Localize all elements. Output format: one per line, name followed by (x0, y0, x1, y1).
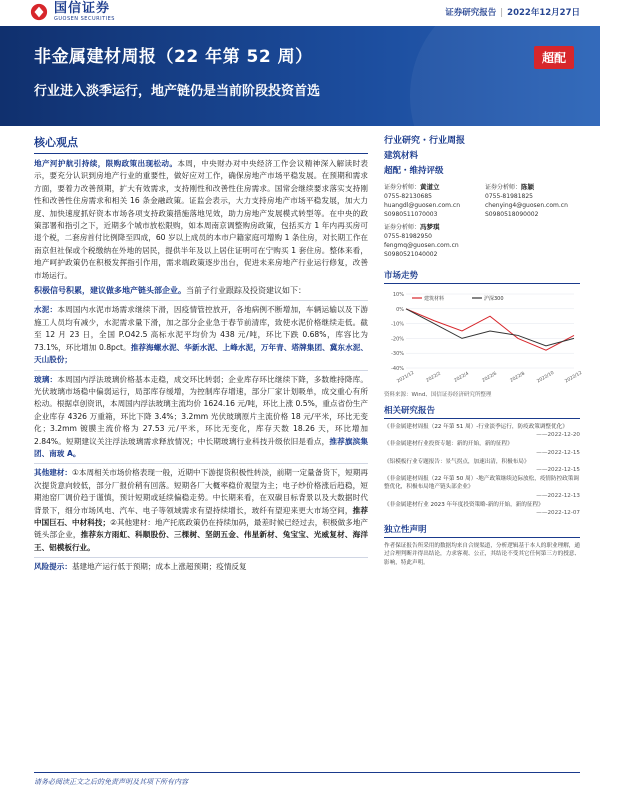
related-item[interactable]: 《非金属建材周报（22 年第 50 周）-地产政策继续边际放松，疫情防控政策调整优化，积极布局地产链头部企业》 (384, 476, 579, 491)
paragraph-glass (34, 374, 368, 461)
x-tick-label: 2022/8 (509, 371, 526, 384)
logo-cn: 国信证券 (54, 1, 111, 16)
glass-rec: 推荐旗滨集团、南玻 A。 (34, 436, 369, 458)
related-date: ——2022-12-15 (536, 467, 580, 474)
related-item[interactable]: 《非金属建材行业投资专题：新的开始，新的征程》 (384, 441, 513, 448)
analyst-role: 证券分析师： (384, 224, 421, 231)
analyst-email[interactable]: chenying4@guosen.com.cn (485, 202, 568, 209)
paragraph-risk (34, 561, 368, 573)
paragraph-signal (34, 285, 368, 297)
guosen-logo-icon (30, 3, 48, 21)
x-tick-label: 2022/10 (536, 370, 556, 385)
rating-badge: 超配 (534, 46, 574, 69)
x-tick-label: 2021/12 (396, 370, 416, 385)
market-chart (384, 288, 584, 388)
analyst-role: 证券分析师： (485, 184, 522, 191)
report-type: 证券研究报告 (445, 8, 497, 18)
series-line-1 (406, 309, 574, 346)
chart-title: 市场走势 (384, 269, 580, 284)
disclaimer-text: 作者保证报告所采用的数据均来自合规渠道，分析逻辑基于本人的职业理解，通过合理判断并得出结论，力求客观、公正，其结论不受其它任何第三方的授意、影响，特此声明。 (384, 543, 580, 566)
other-rec-1: 推荐中国巨石、中材科技； (34, 505, 369, 527)
related-item[interactable]: 《非金属建材周报（22 年第 51 周）-行业淡季运行，防疫政策调整优化》 (384, 424, 568, 430)
related-list (384, 423, 580, 517)
signal-body: 当前子行业跟踪及投资建议如下： (186, 286, 306, 296)
chart-source: 资料来源：Wind、国信证券经济研究所整理 (384, 392, 492, 398)
related-date: ——2022-12-15 (536, 449, 580, 456)
analyst-list (384, 183, 580, 263)
report-date: 2022年12月27日 (507, 8, 580, 18)
sidebar (384, 134, 584, 567)
related-date: ——2022-12-20 (536, 432, 580, 439)
other-rec-2: 推荐东方雨虹、科顺股份、三棵树、坚朗五金、伟星新材、兔宝宝、光威复材、海洋王、铝模板行业。 (34, 530, 369, 552)
industry-type: 行业研究・行业周报 (384, 136, 466, 146)
report-meta: 证券研究报告 | 2022年12月27日 (445, 8, 580, 18)
analyst-name: 黄道立 (420, 183, 440, 191)
logo (30, 2, 115, 22)
y-tick-label: -20% (391, 336, 404, 343)
divider (34, 370, 368, 371)
analyst-card (384, 223, 479, 259)
analyst-name: 冯梦琪 (420, 223, 440, 231)
x-tick-label: 2022/2 (425, 371, 442, 384)
policy-body: 本周，中央财办对中央经济工作会议精神深入解读时表示，要充分认识到房地产行业的重要性，做好应对工作，确保房地产市场平稳发展。在预期和需求方面，要着力改善预期，扩大有效需求，支持刚性和改善性住房需求。国常会继续要求落实支持刚性和改善性住房需求和相关 16 条金融政策。证监会表示，大力支持房地产市场平稳发展，加大力度、加快速度抓好资本市场各项支持政策措施落地见效，助力房地产发展模式转型等。在中央的政策部署和指引之下，近期多个城市放松限购，如本周南京调整购房政策，包括买方 1 年内再买房可退个税，二套房首付比例降至四成，60 岁以上成员的本市户籍家庭可增购 1 条住房，对长期工作在南京但社保或个税缴纳在外地的居民，提供半年及以上居住证明可在宁购买 1 套住房。整体来看，地产呵护政策仍在积极发挥指引作用，需求端政策逐步出台，促进未来房地产行业运行修复，改善市场运行。 (34, 159, 369, 280)
cement-label: 水泥： (34, 305, 58, 315)
y-tick-label: -10% (391, 321, 404, 328)
divider (34, 300, 368, 301)
glass-label: 玻璃： (34, 374, 58, 384)
analyst-cert: S0980518090002 (485, 211, 539, 218)
paragraph-policy (34, 158, 368, 282)
cement-body: 本周国内水泥市场需求继续下滑，因疫情管控放开，各地病例不断增加，车辆运输以及下游施工人员均有减少，水泥需求量下滑，加之部分企业急于春节前清库，致使水泥价格继续走低。截至 12 月 23 日，全国 P.O42.5 高标水泥平均价为 438 元/吨，环比下跌 0.68%，库容比为 73.1%，环比增加 0.8pct。 (34, 305, 369, 352)
other-body-2: ②其他建材：地产托底政策仍在持续加码，最差时候已经过去，积极做多地产链头部企业， (34, 517, 368, 540)
risk-label: 风险提示： (34, 562, 72, 572)
series-line-0 (406, 309, 574, 350)
analyst-email[interactable]: fengmq@guosen.com.cn (384, 242, 459, 249)
paragraph-other (34, 467, 368, 554)
x-tick-label: 2022/4 (453, 371, 470, 384)
analyst-phone: 0755-81981825 (485, 193, 533, 200)
analyst-cert: S0980521040002 (384, 251, 438, 258)
disclaimer-title: 独立性声明 (384, 523, 580, 538)
sector-rating: 超配・维持评级 (384, 166, 444, 176)
signal-lead: 积极信号积累，建议做多地产链头部企业。 (34, 286, 186, 296)
cement-rec: 推荐海螺水泥、华新水泥、上峰水泥，万年青、塔牌集团、冀东水泥、天山股份； (34, 342, 368, 365)
policy-lead: 地产河护航引持续，限购政策出现松动。 (34, 159, 178, 168)
related-item[interactable]: 《非金属建材行业 2023 年年度投资策略-新的开始，新的征程》 (384, 501, 544, 508)
y-tick-label: -40% (391, 366, 404, 372)
y-tick-label: 10% (392, 292, 404, 298)
analyst-email[interactable]: huangdl@guosen.com.cn (384, 202, 461, 209)
analyst-role: 证券分析师： (384, 184, 421, 191)
report-title: 非金属建材周报（22 年第 52 周） (34, 47, 313, 67)
main-content (34, 134, 368, 577)
market-chart-svg (384, 288, 584, 388)
related-date: ——2022-12-07 (536, 510, 580, 517)
risk-body: 基建地产运行低于预期；成本上涨超预期；疫情反复 (71, 562, 247, 572)
analyst-name: 陈颖 (521, 183, 535, 191)
legend-label: 沪深300 (484, 296, 504, 302)
core-title: 核心观点 (34, 134, 368, 154)
analyst-card (384, 183, 479, 219)
other-body: ①本周相关市场价格表现一般，近期中下游提货积极性转淡，前期一定量备货下，短期再次提货意向较低，部分厂报价稍有回落。短期各厂大概率稳价观望为主；电子纱价格涨后趋稳，短期池窑厂调价趋于谨慎，预计短期或延续偏稳走势。中长期来看，在双碳目标背景以及大数据时代背景下，细分市场风电、汽车、电子等领域需求有望持续增长，玻纤有望迎来更大市场空间， (34, 468, 368, 515)
divider (34, 557, 368, 558)
x-tick-label: 2022/12 (564, 370, 584, 385)
glass-body: 本周国内浮法玻璃价格基本走稳，成交环比转弱；企业库存环比继续下降，多数维持降库。光伏玻璃市场稳中偏弱运行，局部库存缓增，为控制库存增速，部分厂家计划吸单，成交重心有所松动。根据卓创资讯，本周国内浮法玻璃主流均价 1624.16 元/吨，环比上涨 0.5%，重点省份生产企业库存 4326 万重箱，环比下降 3.4%；3.2mm 光伏玻璃原片主流价格 18 元/平米，环比无变化；3.2mm 镀膜主流价格为 27.53 元/平米，环比无变化，库存天数 18.26 天，环比增加 2.84%。短期建议关注浮法玻璃需求释放情况；中长期玻璃行业科技升级依旧是看点， (34, 374, 369, 446)
related-date: ——2022-12-13 (536, 492, 580, 499)
paragraph-cement (34, 304, 368, 366)
y-tick-label: 0% (396, 306, 404, 313)
analyst-card (485, 183, 580, 219)
y-tick-label: -30% (391, 351, 404, 358)
other-label: 其他建材： (34, 468, 73, 478)
analyst-phone: 0755-82130685 (384, 193, 432, 200)
logo-en: GUOSEN SECURITIES (54, 16, 115, 22)
footer-notice: 请务必阅读正文之后的免责声明及其项下所有内容 (34, 772, 580, 787)
title-banner (0, 26, 600, 126)
x-tick-label: 2022/6 (481, 371, 498, 384)
analyst-cert: S0980511070003 (384, 211, 438, 218)
analyst-phone: 0755-81982950 (384, 233, 432, 240)
report-subtitle: 行业进入淡季运行，地产链仍是当前阶段投资首选 (34, 84, 321, 99)
legend-label: 建筑材料 (424, 296, 445, 302)
divider (34, 463, 368, 464)
related-item[interactable]: 《铝模板行业专题报告：景气拐点，加速出清，积极布局》 (384, 458, 530, 465)
sector-name: 建筑材料 (384, 151, 419, 161)
related-title: 相关研究报告 (384, 404, 580, 419)
